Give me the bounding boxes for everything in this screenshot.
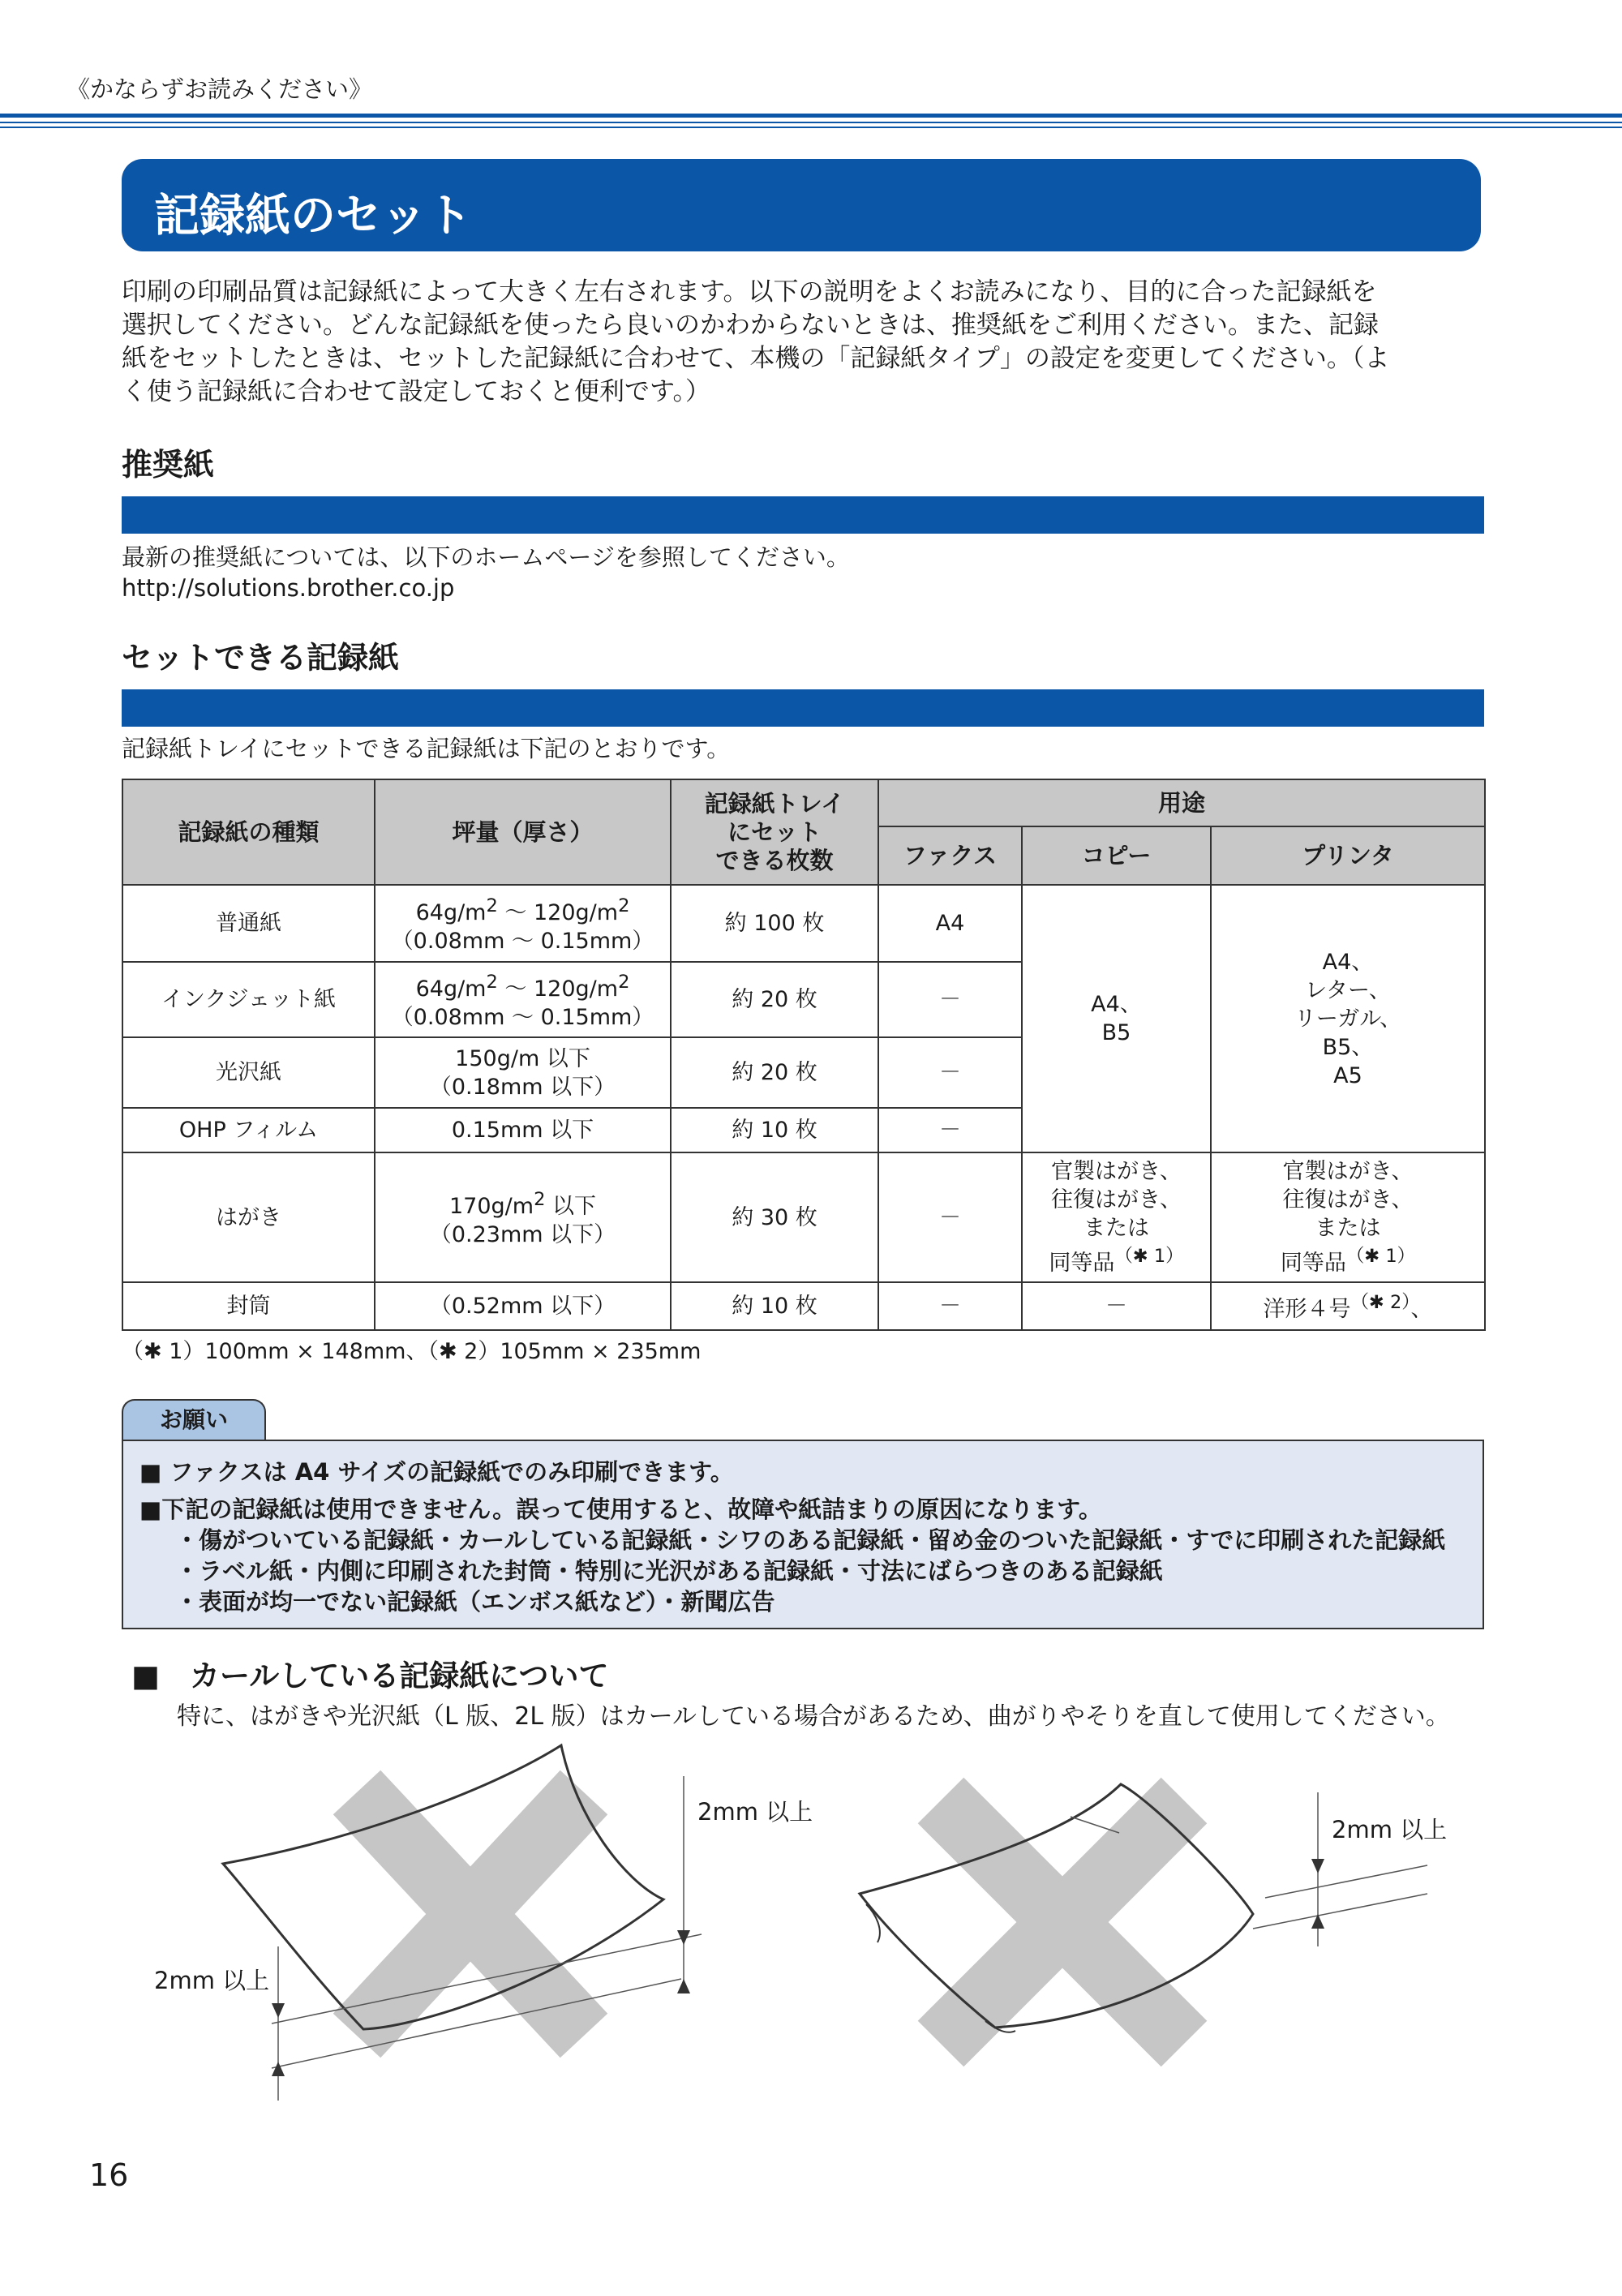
thickness-text: （0.18mm 以下） [429, 1074, 616, 1100]
col-header-capacity-line: できる枚数 [715, 846, 834, 874]
cell-capacity: 約 10 枚 [671, 1108, 878, 1152]
cell-capacity: 約 100 枚 [671, 885, 878, 962]
cross-mark-icon [941, 1800, 1184, 2044]
curl-heading: ■ カールしている記録紙について [131, 1659, 609, 1693]
footnote-ref: （✱ 1） [1114, 1246, 1184, 1267]
footnote-ref: （✱ 1） [1345, 1246, 1416, 1267]
cell-fax: － [878, 1152, 1022, 1282]
weight-text: 150g/m 以下 [455, 1045, 590, 1071]
cell-capacity: 約 10 枚 [671, 1282, 878, 1330]
printer-size: 、 [1410, 1297, 1433, 1322]
weight-text: 64g/m [415, 899, 487, 925]
curl-text: 特に、はがきや光沢紙（L 版、2L 版）はカールしている場合があるため、曲がりやそりを直して使用してください。 [177, 1702, 1450, 1731]
weight-exponent: 2 [618, 895, 630, 916]
col-header-capacity-line: 記録紙トレイ [704, 789, 845, 818]
postcard-usage-line: 同等品 [1049, 1251, 1115, 1276]
header-rule-thin-2 [0, 127, 1622, 128]
intro-line: 紙をセットしたときは、セットした記録紙に合わせて、本機の「記録紙タイプ」の設定を変更してください。（よ [122, 344, 1390, 373]
table-footnote: （✱ 1）100mm × 148mm、（✱ 2）105mm × 235mm [122, 1339, 702, 1364]
measure-label-right: 2mm 以上 [1332, 1816, 1448, 1843]
header-note: 《かならずお読みください》 [67, 75, 373, 103]
weight-text: 170g/m [449, 1194, 534, 1219]
measure-label-right-top: 2mm 以上 [697, 1798, 813, 1826]
weight-exponent: 2 [486, 971, 498, 993]
postcard-usage-line: または [1083, 1216, 1149, 1241]
copy-size: B5 [1101, 1020, 1131, 1045]
cell-fax: － [878, 1037, 1022, 1108]
table-row [122, 885, 1485, 962]
table-row [122, 1152, 1485, 1282]
notice-sub-line: ・傷がついている記録紙・カールしている記録紙・シワのある記録紙・留め金のついた記録紙・すでに印刷された記録紙 [175, 1526, 1446, 1554]
cell-type: はがき [122, 1152, 375, 1282]
thickness-text: （0.23mm 以下） [429, 1222, 616, 1247]
cell-weight [375, 1152, 671, 1282]
table-header-row [122, 779, 1485, 826]
cell-fax: － [878, 1282, 1022, 1330]
cell-copy-merged [1022, 885, 1211, 1152]
cell-weight [375, 885, 671, 962]
printer-size: 洋形４号 [1263, 1297, 1351, 1322]
col-header-weight: 坪量（厚さ） [375, 779, 671, 885]
col-header-capacity-line: にセット [727, 818, 822, 846]
cell-copy: － [1022, 1282, 1211, 1330]
settable-heading-bar [122, 689, 1484, 727]
weight-exponent: 2 [486, 895, 498, 916]
settable-text: 記録紙トレイにセットできる記録紙は下記のとおりです。 [122, 735, 731, 762]
cell-type: OHP フィルム [122, 1108, 375, 1152]
col-header-type: 記録紙の種類 [122, 779, 375, 885]
notice-box [122, 1440, 1484, 1629]
postcard-usage-line: 官製はがき、 [1282, 1159, 1414, 1184]
printer-size: A5 [1333, 1062, 1362, 1088]
cell-capacity: 約 20 枚 [671, 962, 878, 1037]
cell-type: 普通紙 [122, 885, 375, 962]
paper-table [122, 779, 1486, 1331]
recommended-heading: 推奨紙 [122, 447, 215, 483]
notice-tab: お願い [122, 1399, 266, 1440]
weight-text: ～ 120g/m [497, 976, 619, 1002]
printer-size: レター、 [1305, 977, 1391, 1003]
notice-line: ■ ファクスは A4 サイズの記録紙でのみ印刷できます。 [139, 1458, 734, 1486]
weight-text: ～ 120g/m [497, 899, 619, 925]
cell-copy-postcard [1022, 1152, 1211, 1282]
cell-weight: 0.15mm 以下 [375, 1108, 671, 1152]
col-header-usage: 用途 [878, 779, 1485, 826]
cell-weight: （0.52mm 以下） [375, 1282, 671, 1330]
measure-label-left: 2mm 以上 [154, 1967, 270, 1994]
intro-line: 印刷の印刷品質は記録紙によって大きく左右されます。以下の説明をよくお読みになり、目的に合った記録紙を [122, 277, 1377, 307]
weight-text: 64g/m [415, 976, 487, 1002]
footnote-ref: （✱ 2） [1350, 1292, 1411, 1313]
printer-size: A4、 [1322, 949, 1374, 975]
notice-sub-line: ・表面が均一でない記録紙（エンボス紙など）・新聞広告 [175, 1588, 775, 1616]
cell-type: 光沢紙 [122, 1037, 375, 1108]
col-header-copy: コピー [1022, 826, 1211, 885]
recommended-text: 最新の推奨紙については、以下のホームページを参照してください。 [122, 543, 850, 571]
recommended-heading-bar [122, 496, 1484, 534]
cell-type: インクジェット紙 [122, 962, 375, 1037]
weight-exponent: 2 [534, 1189, 546, 1210]
postcard-usage-line: 往復はがき、 [1051, 1187, 1182, 1212]
cell-printer-merged [1211, 885, 1485, 1152]
postcard-usage-line: 官製はがき、 [1051, 1159, 1182, 1184]
intro-line: く使う記録紙に合わせて設定しておくと便利です。） [122, 377, 711, 406]
cell-fax: A4 [878, 885, 1022, 962]
intro-paragraph [122, 276, 1484, 409]
cell-weight [375, 962, 671, 1037]
weight-text: 以下 [545, 1194, 596, 1219]
weight-exponent: 2 [618, 971, 630, 993]
postcard-usage-line: 同等品 [1280, 1251, 1346, 1276]
cell-printer-postcard [1211, 1152, 1485, 1282]
table-row [122, 1282, 1485, 1330]
printer-size: B5、 [1322, 1034, 1374, 1060]
header-rule-thick [0, 114, 1622, 118]
settable-heading: セットできる記録紙 [122, 640, 400, 676]
cell-type: 封筒 [122, 1282, 375, 1330]
intro-line: 選択してください。どんな記録紙を使ったら良いのかわからないときは、推奨紙をご利用ください。また、記録 [122, 311, 1379, 340]
col-header-capacity [671, 779, 878, 885]
printer-size: リーガル、 [1294, 1006, 1402, 1032]
curled-paper-figure [146, 1744, 730, 2101]
postcard-usage-line: または [1315, 1216, 1381, 1241]
thickness-text: （0.08mm ～ 0.15mm） [391, 928, 654, 954]
copy-size: A4、 [1091, 992, 1142, 1017]
postcard-usage-line: 往復はがき、 [1282, 1187, 1414, 1212]
header-rule-thin-1 [0, 122, 1622, 123]
cell-weight [375, 1037, 671, 1108]
cell-capacity: 約 30 枚 [671, 1152, 878, 1282]
col-header-fax: ファクス [878, 826, 1022, 885]
notice-line: ■下記の記録紙は使用できません。誤って使用すると、故障や紙詰まりの原因になります。 [139, 1496, 1102, 1523]
col-header-printer: プリンタ [1211, 826, 1485, 885]
cell-fax: － [878, 1108, 1022, 1152]
cell-fax: － [878, 962, 1022, 1037]
cell-printer [1211, 1282, 1485, 1330]
recommended-url[interactable]: http://solutions.brother.co.jp [122, 574, 455, 602]
notice-sub-line: ・ラベル紙・内側に印刷された封筒・特別に光沢がある記録紙・寸法にばらつきのある記録紙 [175, 1557, 1163, 1585]
page-title: 記録紙のセット [154, 190, 472, 242]
page-number: 16 [89, 2157, 129, 2193]
thickness-text: （0.08mm ～ 0.15mm） [391, 1004, 654, 1030]
cell-capacity: 約 20 枚 [671, 1037, 878, 1108]
